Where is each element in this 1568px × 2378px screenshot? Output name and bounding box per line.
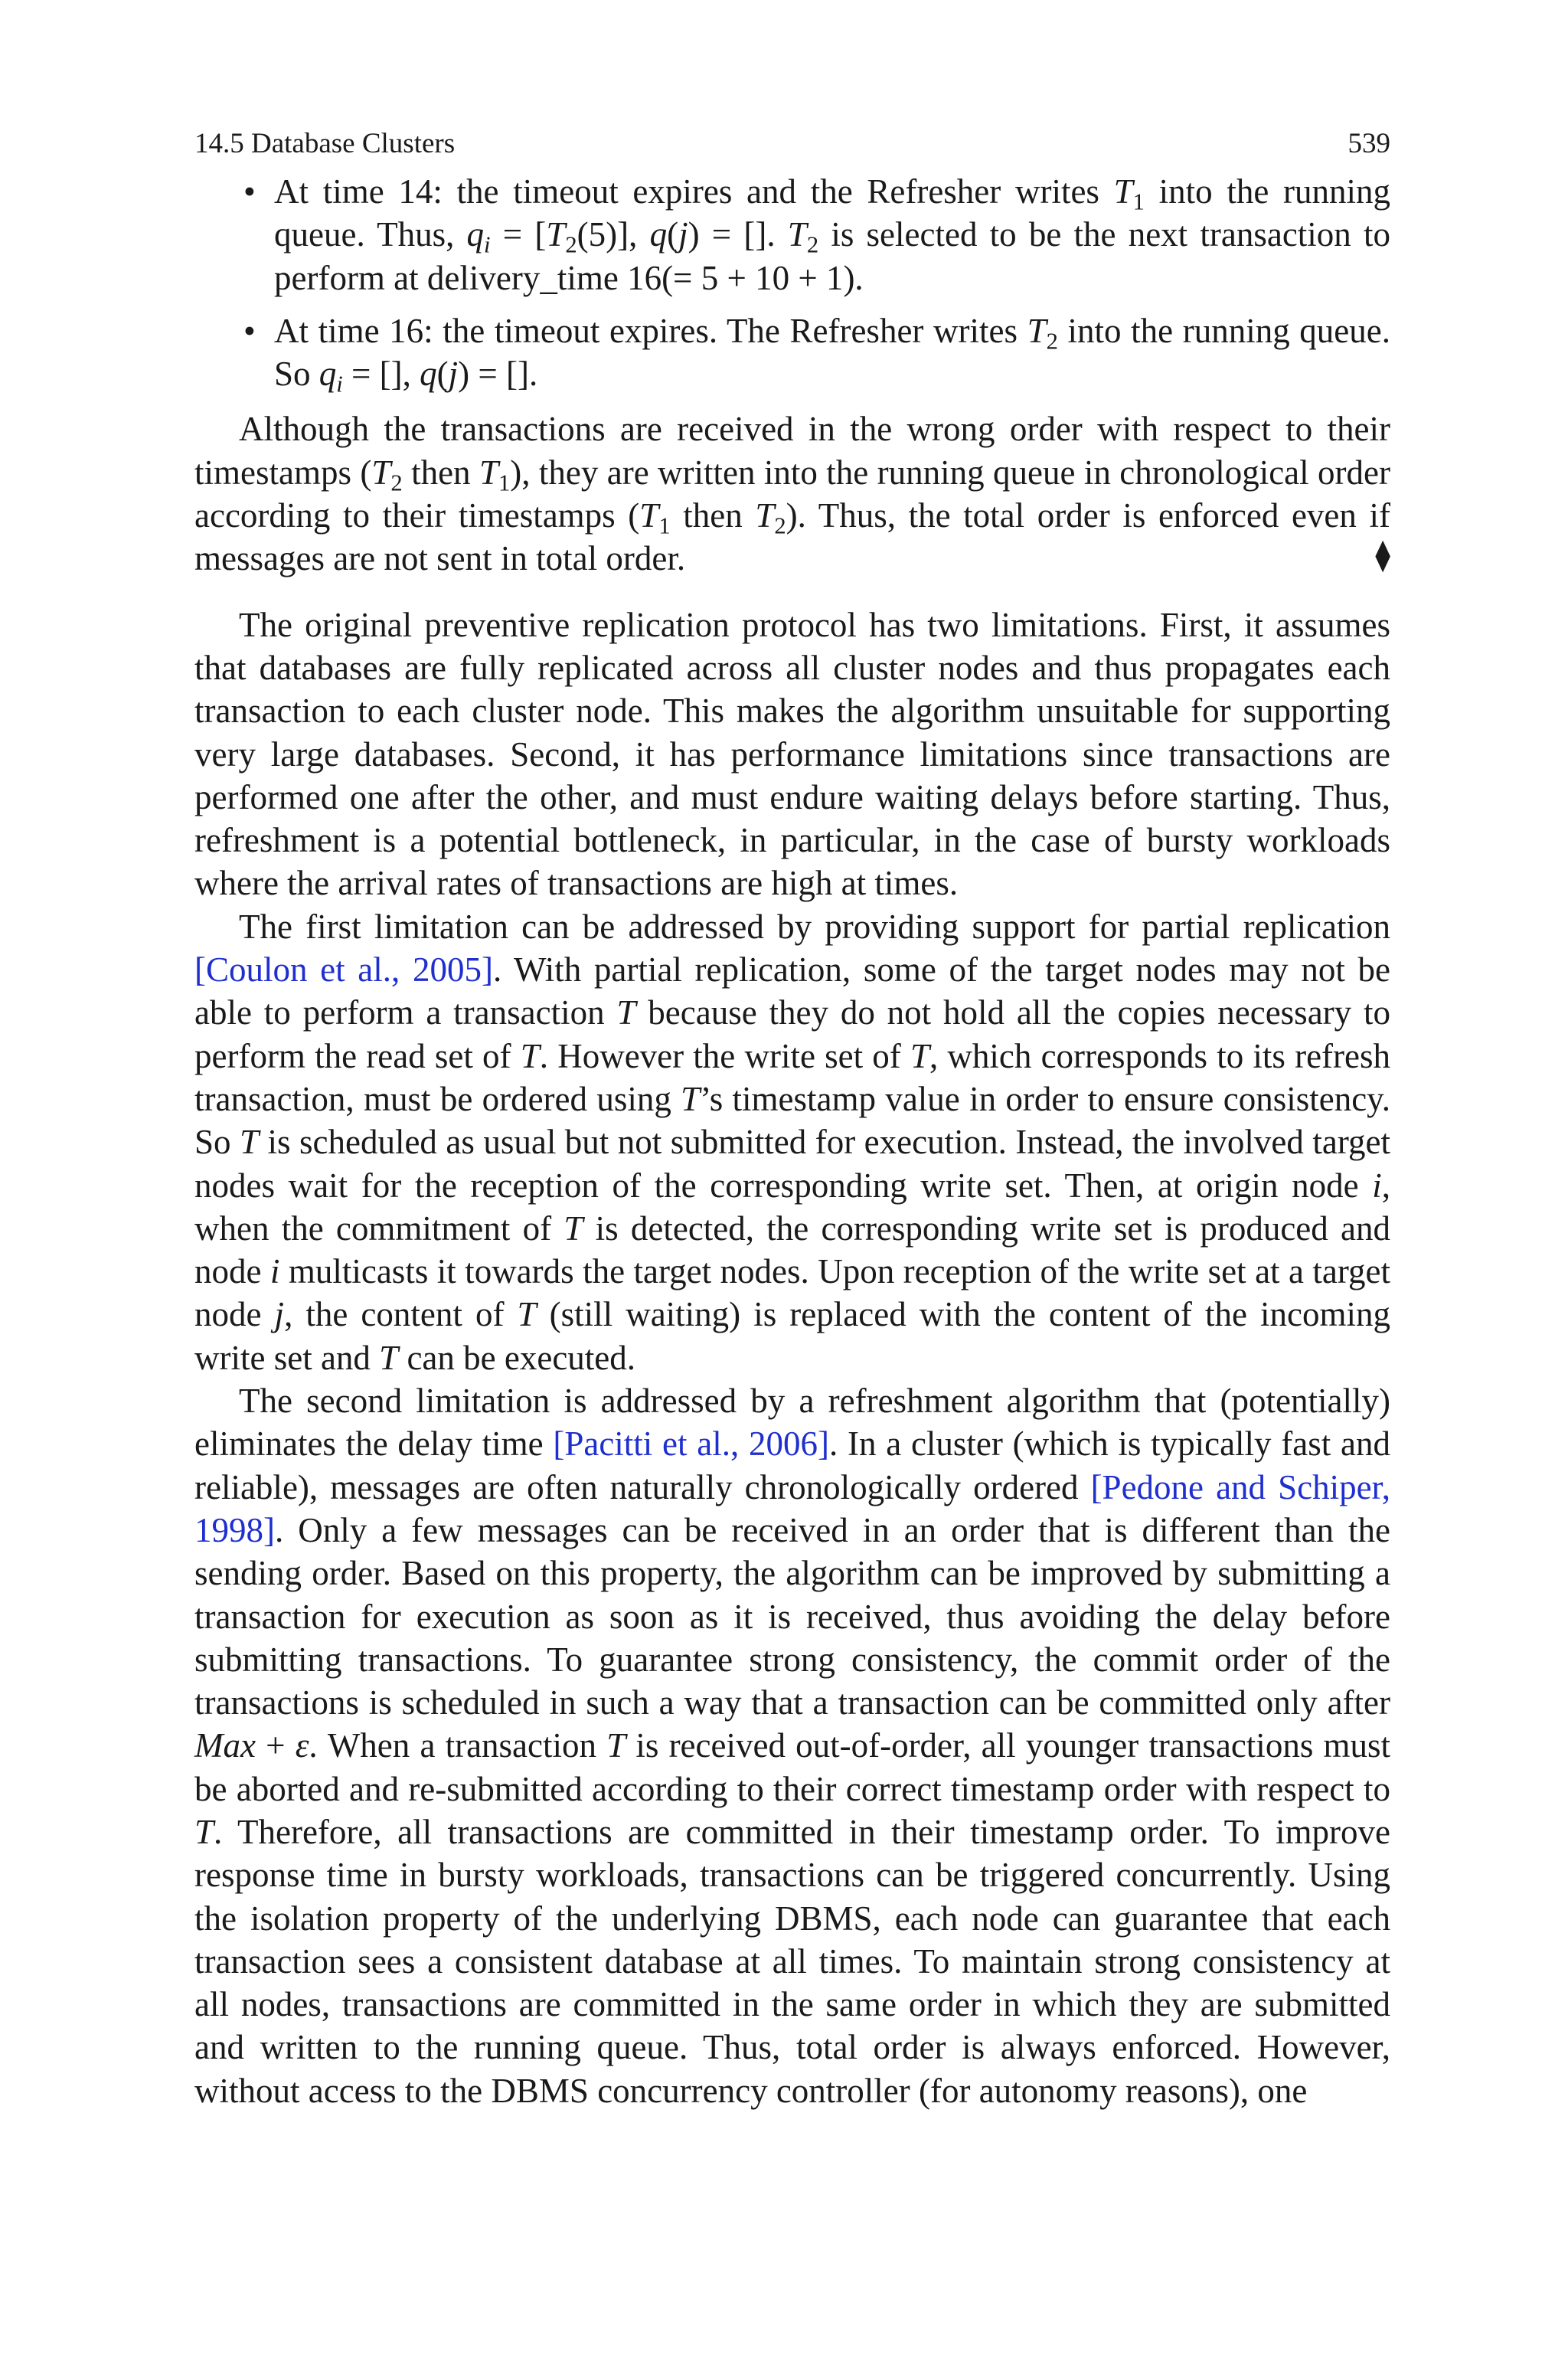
end-of-example-icon: ⧫ (1375, 538, 1390, 573)
spacer (194, 581, 1390, 603)
paragraph-refreshment-algorithm: The second limitation is addressed by a refreshment algorithm that (potentially) eliminates the delay time [Pacitti et al., 2006]. In a cluster (which is typically fast and reliable), messages are often naturally chronologically ordered [Pedone and Schiper, 1998]. Only a few messages can be received in an order that is different than the sending order. Based on this property, the algorithm can be improved by submitting a transaction for execution as soon as it is received, thus avoiding the delay before submitting transactions. To guarantee strong consistency, the commit order of the transactions is scheduled in such a way that a transaction can be committed only after Max + ε. When a transaction T is received out-of-order, all younger transactions must be aborted and re-submitted according to their correct timestamp order with respect to T. Therefore, all transactions are committed in their timestamp order. To improve response time in bursty workloads, transactions can be triggered concurrently. Using the isolation property of the underlying DBMS, each node can guarantee that each transaction sees a consistent database at all times. To maintain strong consistency at all nodes, transactions are committed in the same order in which they are submitted and written to the running queue. Thus, total order is always enforced. However, without access to the DBMS concurrency controller (for autonomy reasons), one (194, 1382, 1391, 2110)
bullet-icon: • (243, 172, 256, 211)
example-steps-list (194, 170, 1390, 395)
list-item (194, 309, 1390, 396)
paragraph-limitations: The original preventive replication protocol has two limitations. First, it assumes that databases are fully replicated across all cluster nodes and thus propagates each transaction to each cluster node. This makes the algorithm unsuitable for supporting very large databases. Second, it has performance limitations since transactions are performed one after the other, and must endure waiting delays before starting. Thus, refreshment is a potential bottleneck, in particular, in the case of bursty workloads where the arrival rates of transactions are high at times. (194, 605, 1390, 903)
citation-link[interactable]: [Pedone and Schiper, 1998] (194, 1467, 1390, 1549)
page-number: 539 (1348, 128, 1390, 159)
paragraph-partial-replication: The first limitation can be addressed by providing support for partial replication [Coulon et al., 2005]. With partial replication, some of the target nodes may not be able to perform a transaction T because they do not hold all the copies necessary to perform the read set of T. However the write set of T, which corresponds to its refresh transaction, must be ordered using T’s timestamp value in order to ensure consistency. So T is scheduled as usual but not submitted for execution. Instead, the involved target nodes wait for the reception of the corresponding write set. Then, at origin node i, when the commitment of T is detected, the corresponding write set is produced and node i multicasts it towards the target nodes. Upon reception of the write set at a target node j, the content of T (still waiting) is replaced with the content of the incoming write set and T can be executed. (194, 907, 1390, 1377)
running-header (194, 123, 1390, 165)
list-item (194, 170, 1390, 299)
example-conclusion: Although the transactions are received in the wrong order with respect to their timestamps ($T_2$ then $T_1$), they are written into the running queue in chronological order according to their timestamps ($T_1$ then $T_2$). Thus, the total order is enforced even if messages are not sent in total order. ⧫ (194, 410, 1390, 578)
bullet-text: At time 14: the timeout expires and the Refresher writes $T_1$ into the running queue. Thus, $q_i = [T_2(5)]$, q(j) = []. $T_2$ is selected to be the next transaction to perform at delivery_time 16(= 5 + 10 + 1). (274, 172, 1391, 297)
page (194, 123, 1390, 2112)
body-text (194, 170, 1390, 2112)
citation-link[interactable]: [Coulon et al., 2005] (194, 950, 493, 989)
bullet-text: At time 16: the timeout expires. The Refresher writes $T_2$ into the running queue. So $q_i$ = [], q(j) = []. (274, 311, 1390, 397)
bullet-icon: • (243, 311, 256, 350)
citation-link[interactable]: [Pacitti et al., 2006] (553, 1425, 829, 1464)
section-title: 14.5 Database Clusters (194, 128, 456, 159)
